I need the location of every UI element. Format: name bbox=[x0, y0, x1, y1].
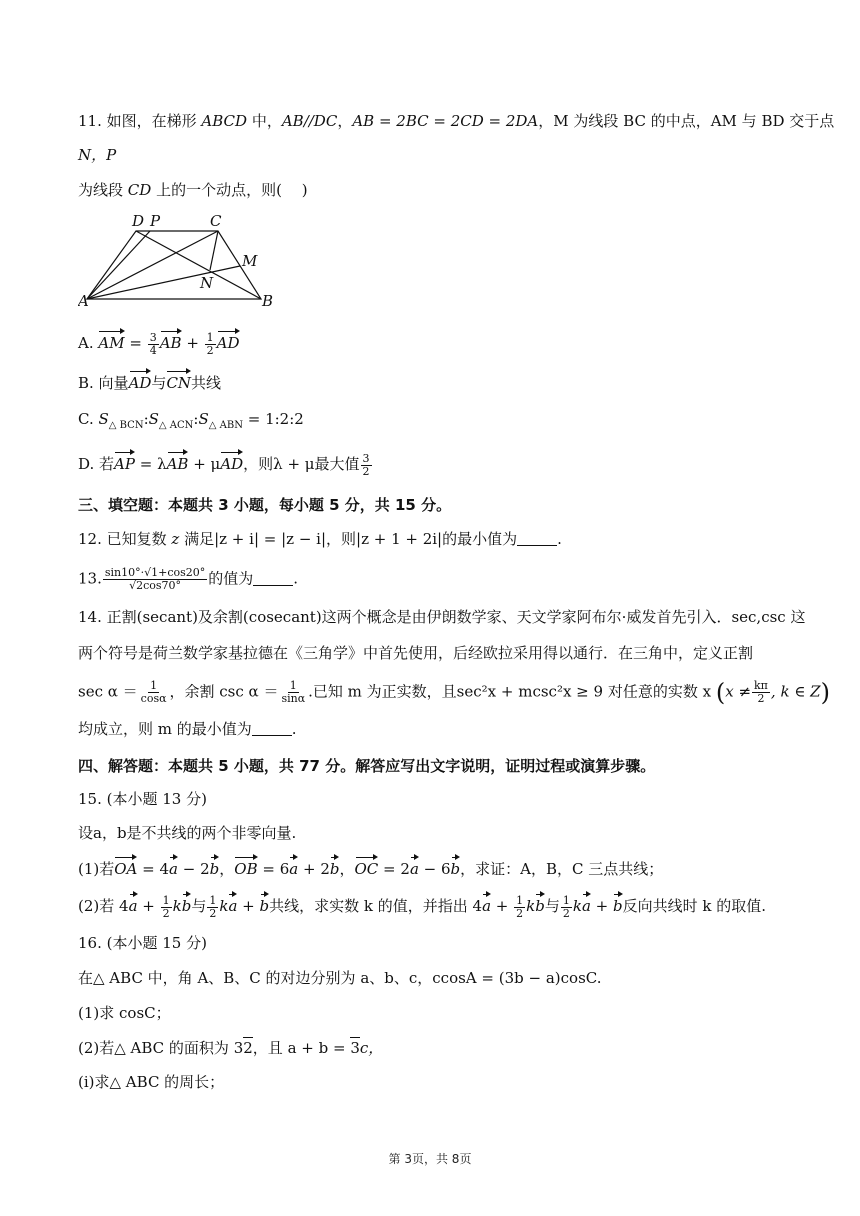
q11-option-d: D. 若AP = λAB + μAD，则λ + μ最大值 $\frac{3}{2}$ bbox=[78, 451, 370, 478]
q16-p2a: (2)若△ ABC 的面积为 3 bbox=[78, 1039, 244, 1057]
label-p: P bbox=[150, 212, 161, 230]
label-n: N bbox=[200, 274, 214, 292]
label-d: D bbox=[132, 212, 145, 230]
q14-l3e: , k ∈ Z bbox=[770, 682, 821, 701]
q11-comma: ， bbox=[337, 112, 353, 130]
q16-part1: (1)求 cosC； bbox=[78, 1004, 171, 1022]
q11-option-a: A. AM = $\frac{3}{4}$ AB + $\frac{1}{2}$ AD bbox=[78, 330, 240, 357]
trapezoid-figure bbox=[78, 212, 278, 312]
q14-line2: 两个符号是荷兰数学家基拉德在《三角学》中首先使用，后经欧拉采用得以通行．在三角中，定义正割 bbox=[78, 644, 754, 662]
q13-blank bbox=[253, 571, 293, 586]
q13-b: 的值为 bbox=[208, 569, 254, 588]
q15-p2a: (2)若 4 bbox=[78, 897, 129, 915]
q14-line3: sec α ＝ $\frac{1}{\cos\alpha}$ ，余割 csc α ＝ $\frac{1}{\sin\alpha}$ .已知 m 为正实数，且sec²x + mcsc²x ≥ 9 对任意的实数 x (x ≠ $\frac{k\pi}{2}$ , k ∈ Z) bbox=[78, 678, 830, 707]
q11-line2: N，P bbox=[78, 146, 117, 164]
q16-p2c: c， bbox=[359, 1039, 384, 1057]
q14-blank bbox=[252, 721, 292, 736]
q13-end: . bbox=[293, 569, 299, 588]
page-footer: 第 3页，共 8页 bbox=[388, 1152, 472, 1166]
q15-p1b: ，求证：A，B，C 三点共线； bbox=[460, 860, 664, 878]
q13-den: √2cos70° bbox=[129, 579, 182, 592]
label-m: M bbox=[242, 252, 258, 270]
opt-c-label: C. bbox=[78, 410, 99, 428]
q16-p2b: ，且 a + b = bbox=[252, 1039, 346, 1057]
q15-title: 15. (本小题 13 分) bbox=[78, 790, 207, 808]
q11-line3b: 上的一个动点，则( ) bbox=[156, 181, 308, 199]
q15-p2c: 反向共线时 k 的取值. bbox=[622, 897, 767, 915]
q16-line1: 在△ ABC 中，角 A、B、C 的对边分别为 a、b、c，ccosA = (3b − a)cosC. bbox=[78, 969, 602, 987]
q14-l3b: ，余割 csc α ＝ bbox=[169, 682, 279, 701]
q14-line4 bbox=[78, 719, 297, 739]
q16-part2: (2)若△ ABC 的面积为 32，且 a + b = 3c， bbox=[78, 1039, 384, 1057]
q11-zhong: 中， bbox=[251, 112, 282, 130]
q11-cond2: AB = 2BC = 2CD = 2DA bbox=[352, 112, 539, 130]
q11-cd: CD bbox=[127, 181, 152, 199]
label-c: C bbox=[210, 212, 222, 230]
q12-blank bbox=[517, 531, 557, 546]
q11-line1 bbox=[78, 111, 834, 131]
q12-b: 满足|z + i| = |z − i|，则|z + 1 + 2i|的最小值为 bbox=[179, 530, 518, 548]
q12-a: 12. 已知复数 bbox=[78, 530, 172, 548]
q14-l3a: sec α ＝ bbox=[78, 682, 138, 701]
q13-a: 13. bbox=[78, 569, 102, 588]
q11-abcd: ABCD bbox=[201, 112, 248, 130]
q15-part1: (1)若OA = 4a − 2b，OB = 6a + 2b，OC = 2a − 6b，求证：A，B，C 三点共线； bbox=[78, 857, 663, 879]
q16-title: 16. (本小题 15 分) bbox=[78, 934, 207, 952]
opt-b-text: B. 向量 bbox=[78, 374, 129, 392]
section4-heading: 四、解答题：本题共 5 小题，共 77 分。解答应写出文字说明，证明过程或演算步骤。 bbox=[78, 757, 656, 775]
q11-cond3: ，M 为线段 BC 的中点，AM 与 BD 交于点 bbox=[538, 112, 835, 130]
opt-b-end: 共线 bbox=[191, 374, 222, 392]
q14-l3d: x ≠ bbox=[725, 682, 752, 701]
q11-line3 bbox=[78, 180, 308, 200]
q15-p2b: 共线，求实数 k 的值，并指出 4 bbox=[269, 897, 483, 915]
q12-end: . bbox=[557, 530, 562, 548]
opt-d-mid: ，则λ + μ最大值 bbox=[243, 455, 360, 473]
q16-part-i: (ⅰ)求△ ABC 的周长； bbox=[78, 1073, 225, 1091]
q11-stem: 11. 如图，在梯形 bbox=[78, 112, 197, 130]
q14-line1: 14. 正割(secant)及余割(cosecant)这两个概念是由伊朗数学家、天文学家阿布尔·威发首先引入．sec,csc 这 bbox=[78, 608, 806, 626]
q14-end: . bbox=[291, 720, 297, 738]
label-a: A bbox=[78, 292, 89, 310]
opt-a-label: A. bbox=[78, 334, 99, 352]
q11-line3a: 为线段 bbox=[78, 181, 124, 199]
opt-d-label: D. 若 bbox=[78, 455, 115, 473]
q15-p1a: (1)若 bbox=[78, 860, 115, 878]
q11-option-b: B. 向量AD与CN共线 bbox=[78, 371, 221, 393]
q12: 12. 已知复数 z 满足|z + i| = |z − i|，则|z + 1 + 2i|的最小值为 . bbox=[78, 530, 562, 548]
q11-cond1: AB//DC bbox=[281, 112, 338, 130]
q14-l4: 均成立，则 m 的最小值为 bbox=[78, 720, 252, 738]
q15-l1: 设a，b是不共线的两个非零向量. bbox=[78, 824, 297, 842]
q15-line1 bbox=[78, 823, 296, 843]
opt-b-mid: 与 bbox=[151, 374, 167, 392]
q11-option-c: C. $S_{\triangle BCN}:S_{\triangle ACN}:S_{\triangle ABN}$ = 1:2:2 bbox=[78, 410, 304, 431]
label-b: B bbox=[262, 292, 274, 310]
q13-num: sin10°·√1+cos20° bbox=[104, 566, 206, 579]
q15-part2: (2)若 4a + $\frac{1}{2}$ kb与 $\frac{1}{2}$ ka + b共线，求实数 k 的值，并指出 4a + $\frac{1}{2}$ kb与 $\frac{1}{2}$ ka + b反向共线时 k 的取值. bbox=[78, 893, 767, 920]
section3-heading: 三、填空题：本题共 3 小题，每小题 5 分，共 15 分。 bbox=[78, 496, 452, 514]
q14-l3c: .已知 m 为正实数，且sec²x + mcsc²x ≥ 9 对任意的实数 x bbox=[308, 682, 712, 701]
q13 bbox=[78, 567, 298, 592]
opt-c-ratio: = 1:2:2 bbox=[242, 410, 304, 428]
